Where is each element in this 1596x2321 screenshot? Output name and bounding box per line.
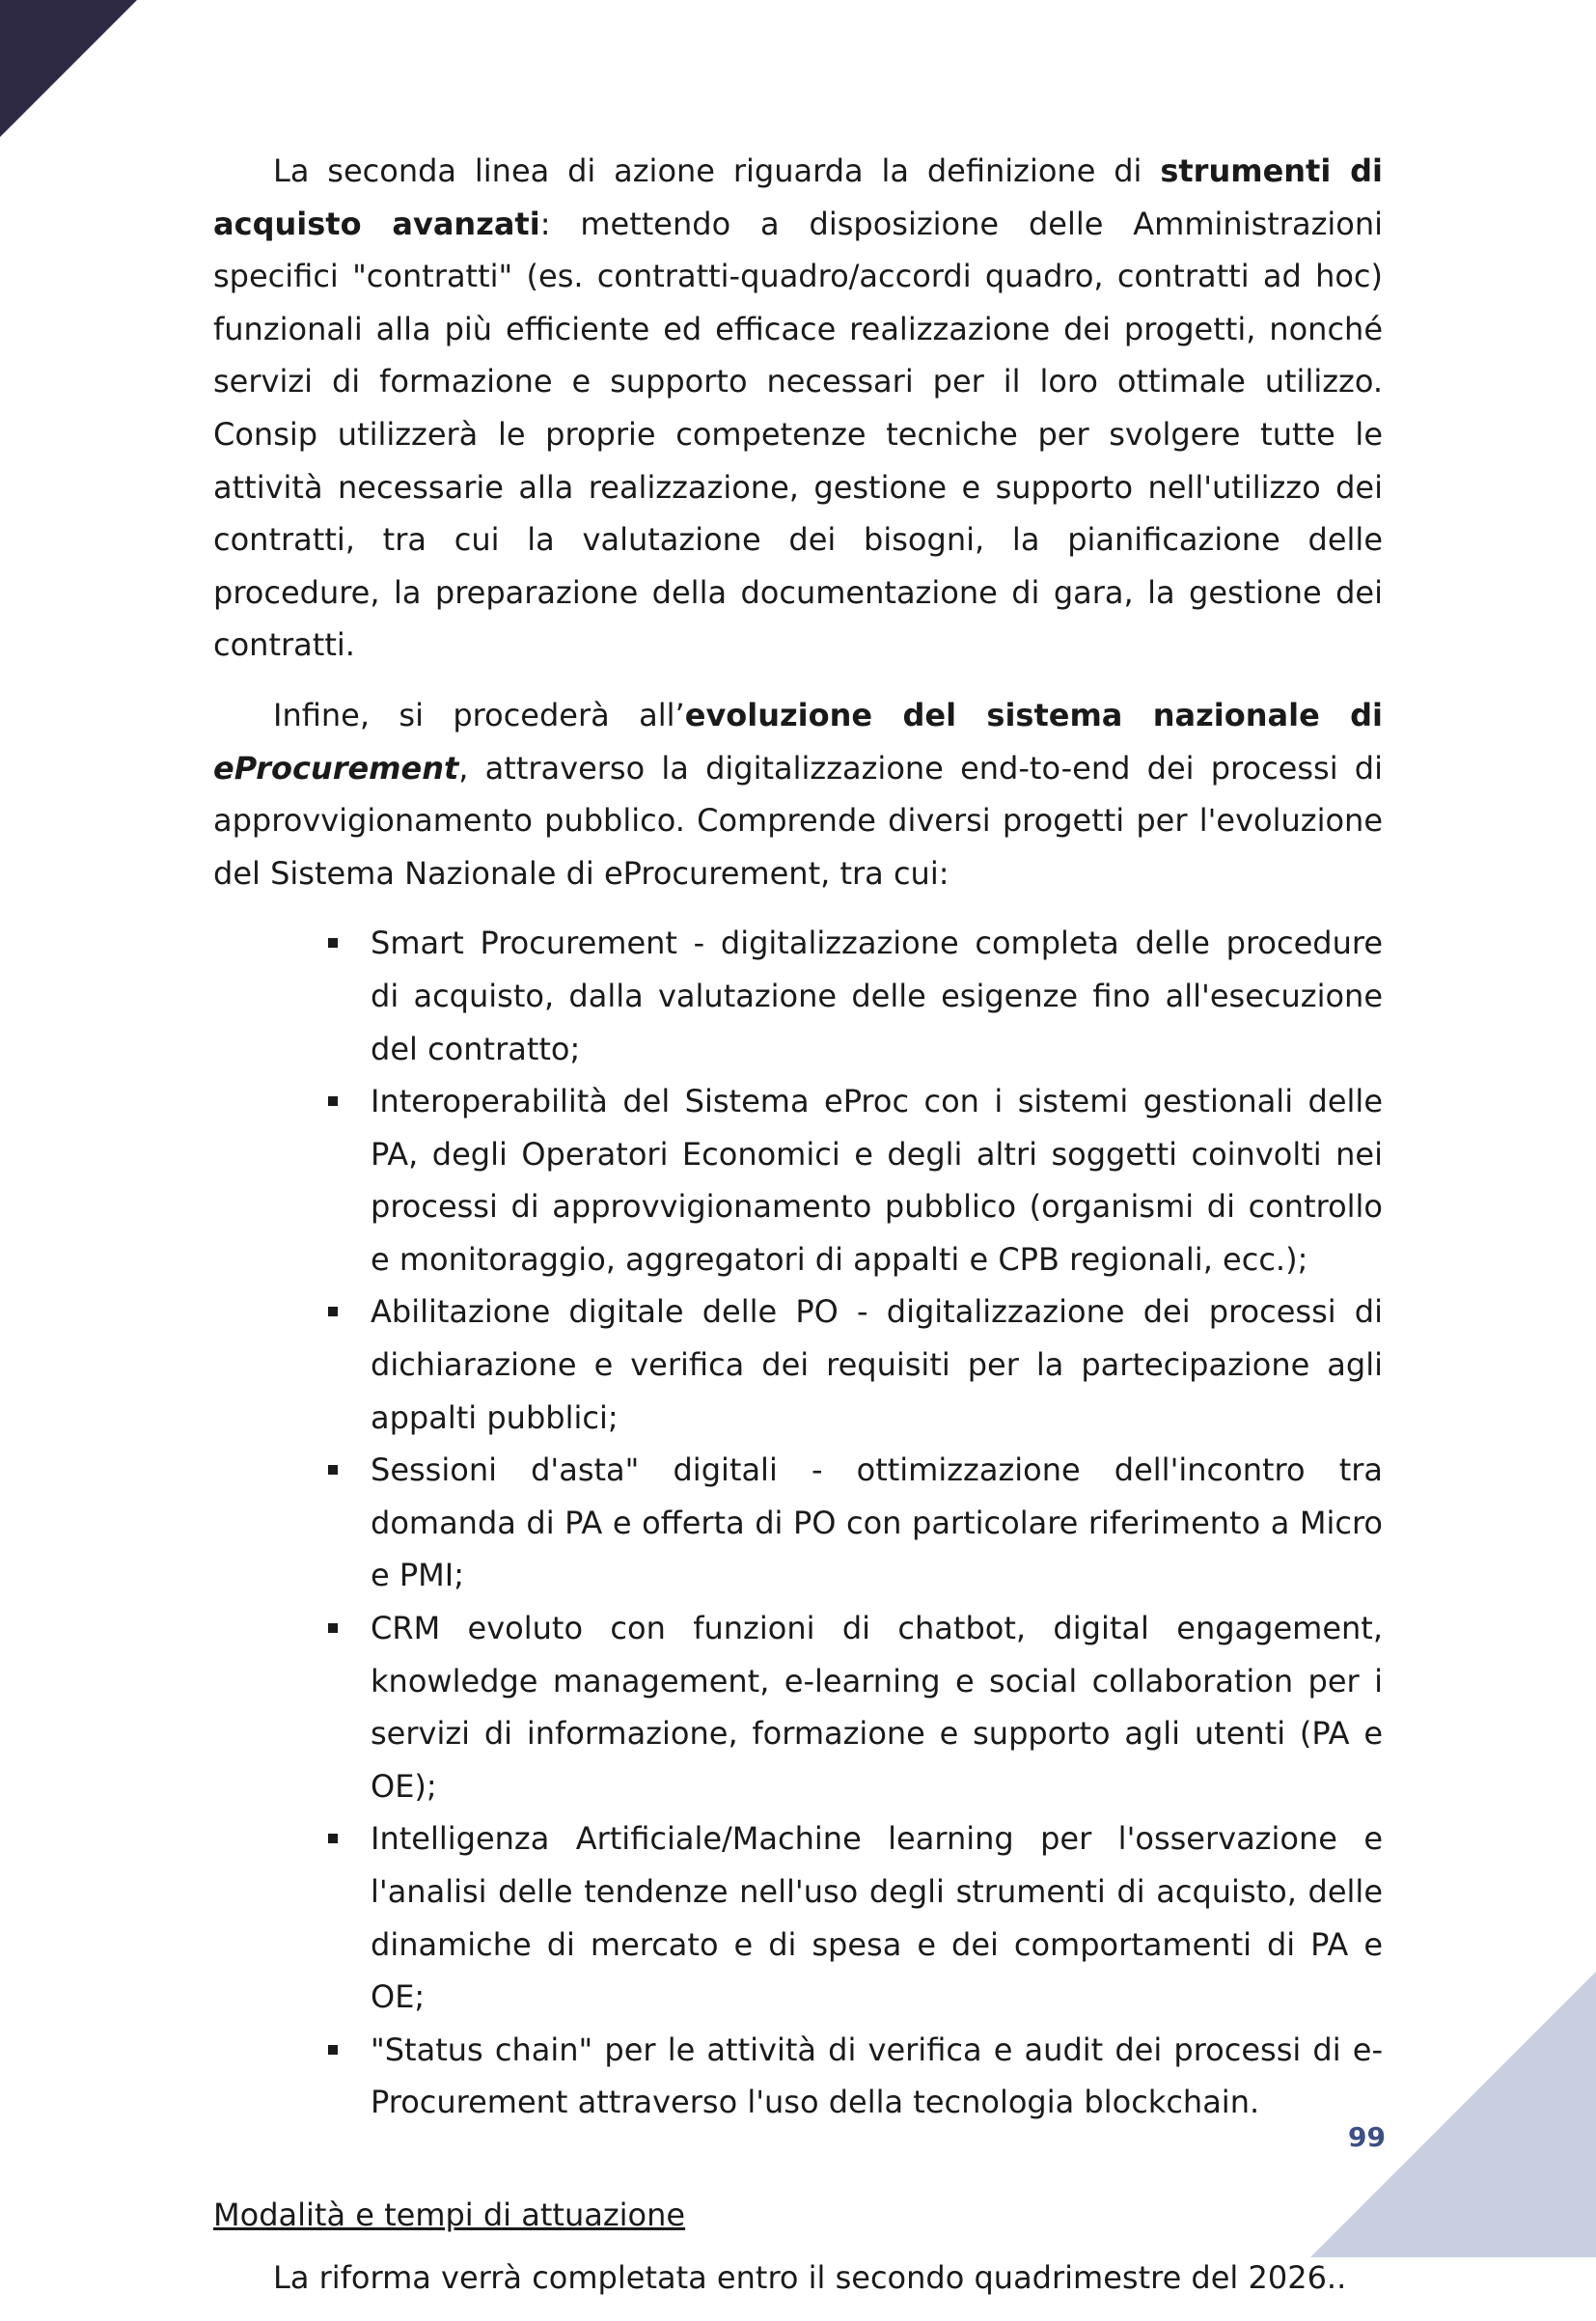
list-item-text: CRM evoluto con funzioni di chatbot, digital engagement, knowledge management, e-learning e social collaboration per i servizi di informazione, formazione e supporto agli utenti (PA e OE); (371, 1610, 1383, 1805)
bullet-square-icon (328, 1623, 338, 1633)
list-item (371, 2024, 1383, 2129)
page-content (213, 145, 1383, 2321)
paragraph-rest: , attraverso la digitalizzazione end-to-end dei processi di approvvigionamento pubblico. Comprende diversi progetti per l'evoluzione del Sistema Nazionale di eProcurement, tra cui: (213, 749, 1383, 892)
list-item-text: Abilitazione digitale delle PO - digitalizzazione dei processi di dichiarazione e verifica dei requisiti per la partecipazione agli appalti pubblici; (371, 1293, 1383, 1436)
paragraph-eprocurement (213, 689, 1383, 899)
page-number: 99 (1348, 2121, 1386, 2153)
list-item (371, 1285, 1383, 1444)
list-item (371, 1444, 1383, 1602)
paragraph-timeline: La riforma verrà completata entro il secondo quadrimestre del 2026.. (273, 2258, 1347, 2296)
paragraph-bold-term: strumenti di acquisto avanzati (213, 152, 1384, 242)
list-item-text: "Status chain" per le attività di verifica e audit dei processi di e-Procurement attraverso l'uso della tecnologia blockchain. (371, 2031, 1383, 2121)
list-item (371, 1075, 1383, 1285)
list-item-text: Smart Procurement - digitalizzazione completa delle procedure di acquisto, dalla valutazione delle esigenze fino all'esecuzione del contratto; (371, 925, 1383, 1067)
bullet-square-icon (328, 1834, 338, 1843)
bullet-square-icon (328, 938, 338, 948)
list-item (371, 917, 1383, 1075)
paragraph-lead: La seconda linea di azione riguarda la definizione di (273, 152, 1161, 189)
section-heading: Modalità e tempi di attuazione (213, 2196, 686, 2233)
bullet-square-icon (328, 2045, 338, 2055)
bullet-square-icon (328, 1465, 338, 1475)
paragraph-rest: : mettendo a disposizione delle Amministrazioni specifici "contratti" (es. contratti-quadro/accordi quadro, contratti ad hoc) funzionali alla più efficiente ed efficace realizzazione dei progetti, nonché servizi di formazione e supporto necessari per il loro ottimale utilizzo. Consip utilizzerà le proprie competenze tecniche per svolgere tutte le attività necessarie alla realizzazione, gestione e supporto nell'utilizzo dei contratti, tra cui la valutazione dei bisogni, la pianificazione delle procedure, la preparazione della documentazione di gara, la gestione dei contratti. (213, 205, 1384, 664)
list-item-text: Intelligenza Artificiale/Machine learning per l'osservazione e l'analisi delle tendenze nell'uso degli strumenti di acquisto, delle dinamiche di mercato e di spesa e dei comportamenti di PA e OE; (371, 1820, 1383, 2016)
bullet-square-icon (328, 1307, 338, 1316)
paragraph-bold-term: evoluzione del sistema nazionale di (684, 696, 1384, 733)
project-list (371, 917, 1383, 2129)
paragraph-bold-italic-term: eProcurement (213, 749, 459, 787)
list-item-text: Interoperabilità del Sistema eProc con i sistemi gestionali delle PA, degli Operatori Economici e degli altri soggetti coinvolti nei processi di approvvigionamento pubblico (organismi di controllo e monitoraggio, aggregatori di appalti e CPB regionali, ecc.); (371, 1083, 1383, 1278)
list-item (371, 1812, 1383, 2023)
corner-decoration-top-left (0, 0, 137, 137)
paragraph-lead: Infine, si procederà all’ (273, 696, 685, 733)
bullet-square-icon (328, 1096, 338, 1106)
paragraph-advanced-tools (213, 145, 1383, 672)
list-item (371, 1602, 1383, 1812)
list-item-text: Sessioni d'asta" digitali - ottimizzazione dell'incontro tra domanda di PA e offerta di PO con particolare riferimento a Micro e PMI; (371, 1451, 1383, 1594)
